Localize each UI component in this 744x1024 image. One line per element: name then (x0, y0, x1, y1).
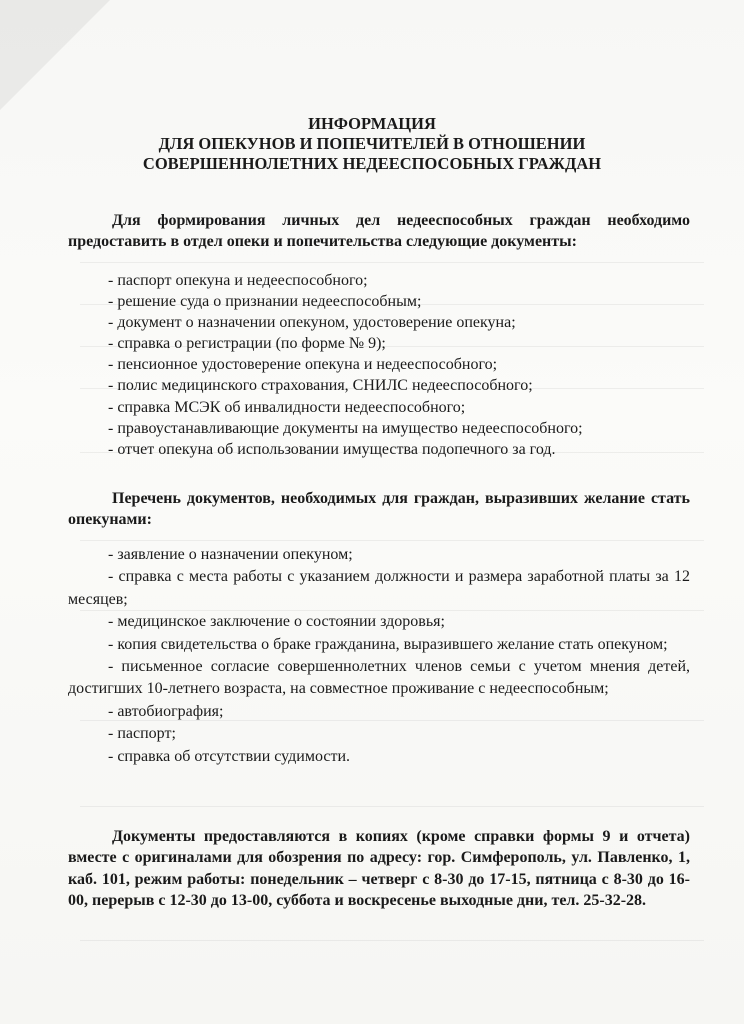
list-item: - отчет опекуна об использовании имущества подопечного за год. (108, 440, 556, 458)
section2-intro: Перечень документов, необходимых для граждан, выразивших желание стать опекунами: (68, 490, 690, 528)
title-line-2: ДЛЯ ОПЕКУНОВ И ПОПЕЧИТЕЛЕЙ В ОТНОШЕНИИ (158, 134, 586, 153)
section1-intro: Для формирования личных дел недееспособных граждан необходимо предоставить в отдел опеки и попечительства следующие документы: (68, 212, 690, 250)
bleed-through-line (80, 940, 704, 941)
list-item: - справка о регистрации (по форме № 9); (108, 335, 386, 353)
section2-document-list (68, 544, 690, 768)
section1-document-list (108, 270, 708, 460)
list-item: - письменное согласие совершеннолетних членов семьи с учетом мнения детей, достигших 10-летнего возраста, на совместное проживание с недееспособным; (68, 658, 690, 698)
list-item: - полис медицинского страхования, СНИЛС недееспособного; (108, 377, 533, 395)
list-item: - правоустанавливающие документы на имущество недееспособного; (108, 419, 583, 437)
list-item: - копия свидетельства о браке гражданина, выразившего желание стать опекуном; (108, 635, 668, 653)
list-item: - справка МСЭК об инвалидности недееспособного; (108, 398, 466, 416)
bleed-through-line (80, 540, 704, 541)
list-item: - медицинское заключение о состоянии здоровья; (108, 613, 445, 631)
list-item: - автобиография; (108, 702, 224, 720)
bleed-through-line (80, 806, 704, 807)
list-item: - справка об отсутствии судимости. (108, 747, 351, 765)
document-title (0, 114, 744, 174)
list-item: - паспорт; (108, 725, 176, 743)
list-item: - решение суда о признании недееспособным; (108, 293, 422, 311)
list-item: - пенсионное удостоверение опекуна и недееспособного; (108, 356, 498, 374)
list-item: - документ о назначении опекуном, удостоверение опекуна; (108, 314, 516, 332)
list-item: - паспорт опекуна и недееспособного; (108, 272, 368, 289)
bleed-through-line (80, 262, 704, 263)
footer-address-note: Документы предоставляются в копиях (кроме справки формы 9 и отчета) вместе с оригиналами для обозрения по адресу: гор. Симферополь, ул. Павленко, 1, каб. 101, режим работы: понедельник – четверг с 8-30 до 17-15, пятница с 8-30 до 16-00, перерыв с 12-30 до 13-00, суббота и воскресенье выходные дни, тел. 25-32-28. (68, 828, 690, 909)
list-item: - справка с места работы с указанием должности и размера заработной платы за 12 месяцев; (68, 568, 690, 608)
title-line-1: ИНФОРМАЦИЯ (308, 114, 436, 133)
title-line-3: СОВЕРШЕННОЛЕТНИХ НЕДЕЕСПОСОБНЫХ ГРАЖДАН (142, 154, 602, 173)
list-item: - заявление о назначении опекуном; (108, 546, 353, 563)
folded-corner-shadow (0, 0, 110, 110)
